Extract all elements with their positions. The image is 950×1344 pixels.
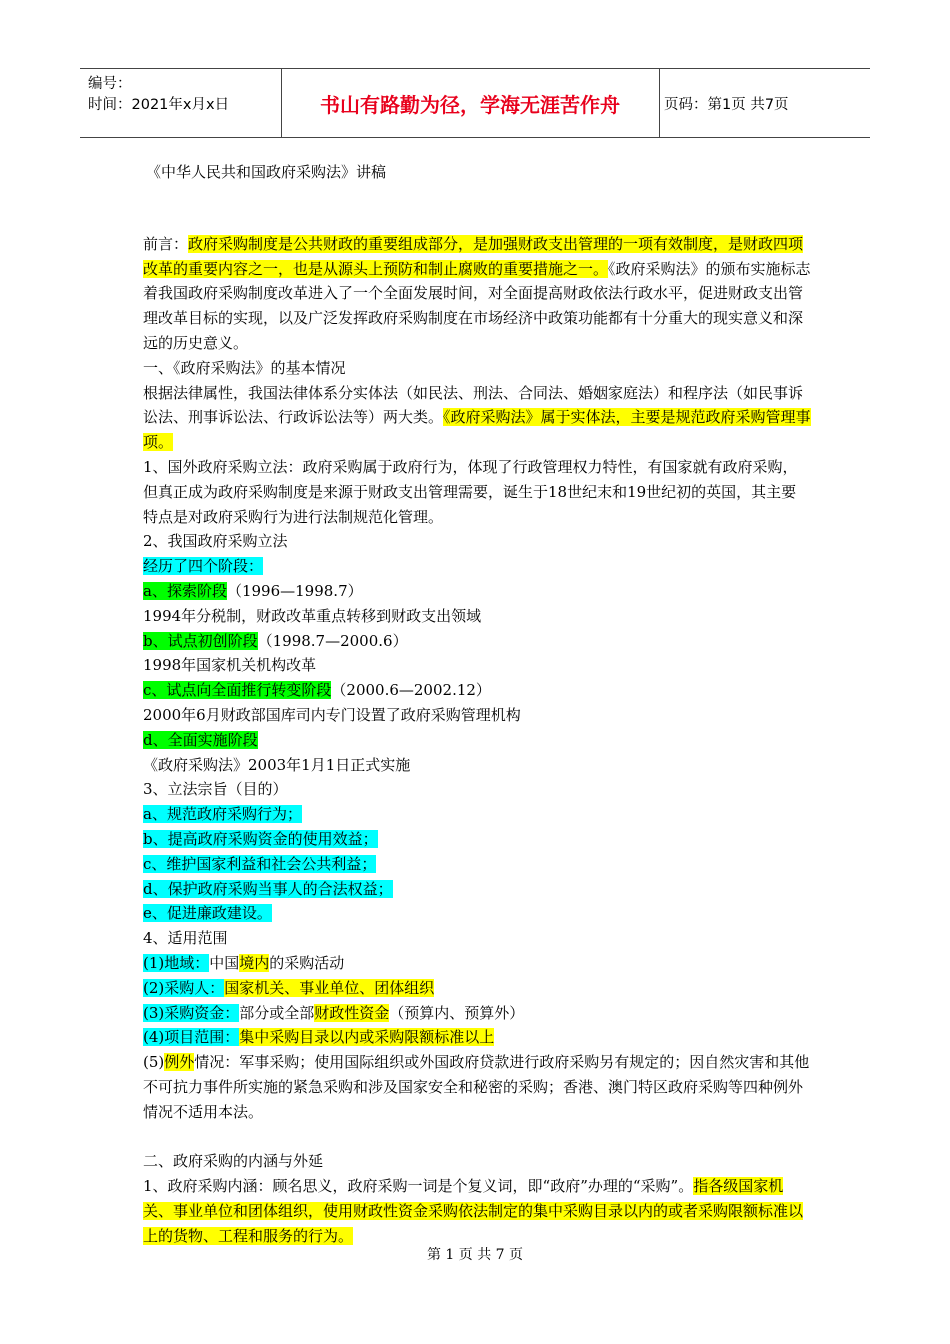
scope-5-text: 情况：军事采购；使用国际组织或外国政府贷款进行政府采购另有规定的；因自然灾害和其他不可抗力事件所实施的紧急采购和涉及国家安全和秘密的采购；香港、澳门特区政府采购等四种例外情况不适用本法。 bbox=[143, 1053, 810, 1121]
procurement-definition-text: 1、政府采购内涵：顾名思义，政府采购一词是个复义词，即“政府”办理的“采购”。 bbox=[143, 1177, 694, 1196]
intro-text: 《政府采购法》的颁布实施标志着我国政府采购制度改革进入了一个全面发展时间，对全面提高财政依法行政水平，促进财政支出管理改革目标的实现，以及广泛发挥政府采购制度在市场经济中政策功能都有十分重大的现实意义和深远的历史意义。 bbox=[143, 259, 811, 352]
section-2-heading: 二、政府采购的内涵与外延 bbox=[143, 1152, 324, 1171]
purpose-item bbox=[143, 827, 811, 852]
purpose-item bbox=[143, 877, 811, 902]
procurement-definition bbox=[143, 1174, 811, 1248]
header-motto: 书山有路勤为径，学海无涯苦作舟 bbox=[320, 92, 620, 117]
purpose-b: b、提高政府采购资金的使用效益； bbox=[143, 829, 378, 848]
purpose-a: a、规范政府采购行为； bbox=[143, 805, 302, 824]
section-1-heading: 一、《政府采购法》的基本情况 bbox=[143, 358, 346, 377]
header-time: 时间：2021年x月x日 bbox=[88, 97, 230, 113]
scope-1-text: 中国 bbox=[209, 953, 240, 972]
stage-a bbox=[143, 579, 811, 604]
intro-label: 前言： bbox=[143, 234, 189, 253]
purpose-e: e、促进廉政建设。 bbox=[143, 904, 272, 923]
purpose-c: c、维护国家利益和社会公共利益； bbox=[143, 854, 377, 873]
law-classification-highlight: 《政府采购法》属于实体法，主要是规范政府采购管理事项。 bbox=[143, 408, 811, 452]
foreign-legislation-paragraph: 1、国外政府采购立法：政府采购属于政府行为，体现了行政管理权力特性，有国家就有政府采购，但真正成为政府采购制度是来源于财政支出管理需要，诞生于18世纪末和19世纪初的英国，其主要特点是对政府采购行为进行法制规范化管理。 bbox=[143, 457, 798, 526]
scope-4-highlight: 集中采购目录以内或采购限额标准以上 bbox=[239, 1028, 495, 1047]
scope-1-highlight: 境内 bbox=[239, 953, 270, 972]
purpose-heading: 3、立法宗旨（目的） bbox=[143, 780, 288, 799]
scope-1-label: (1)地域： bbox=[143, 953, 210, 972]
stage-b-note: 1998年国家机关机构改革 bbox=[143, 656, 317, 675]
scope-3-highlight: 财政性资金 bbox=[314, 1003, 390, 1022]
stage-d-note: 《政府采购法》2003年1月1日正式实施 bbox=[143, 755, 411, 774]
law-classification-paragraph bbox=[143, 381, 811, 455]
stage-b-date: （1998.7—2000.6） bbox=[257, 631, 408, 650]
stages-intro-text: 经历了四个阶段： bbox=[143, 557, 264, 576]
scope-2-highlight: 国家机关、事业单位、团体组织 bbox=[224, 978, 435, 997]
document-body bbox=[143, 207, 811, 1248]
purpose-d: d、保护政府采购当事人的合法权益； bbox=[143, 879, 393, 898]
stage-a-label: a、探索阶段 bbox=[143, 581, 227, 600]
intro-highlight: 政府采购制度是公共财政的重要组成部分，是加强财政支出管理的一项有效制度，是财政四项改革的重要内容之一，也是从源头上预防和制止腐败的重要措施之一。 bbox=[143, 234, 804, 278]
intro-paragraph bbox=[143, 232, 811, 356]
scope-5-label: (5) bbox=[143, 1053, 165, 1072]
stage-c-date: （2000.6—2002.12） bbox=[331, 681, 491, 700]
scope-item-3 bbox=[143, 1001, 811, 1026]
stage-c-note: 2000年6月财政部国库司内专门设置了政府采购管理机构 bbox=[143, 705, 521, 724]
scope-item-5 bbox=[143, 1050, 811, 1124]
stage-c bbox=[143, 678, 811, 703]
scope-4-label: (4)项目范围： bbox=[143, 1028, 240, 1047]
scope-item-4 bbox=[143, 1025, 811, 1050]
domestic-legislation-heading: 2、我国政府采购立法 bbox=[143, 532, 288, 551]
stages-intro bbox=[143, 554, 811, 579]
document-title: 《中华人民共和国政府采购法》讲稿 bbox=[146, 163, 387, 181]
stage-b bbox=[143, 629, 811, 654]
stage-c-label: c、试点向全面推行转变阶段 bbox=[143, 681, 332, 700]
stage-b-label: b、试点初创阶段 bbox=[143, 631, 258, 650]
scope-heading: 4、适用范围 bbox=[143, 929, 228, 948]
page-header bbox=[80, 68, 870, 138]
scope-5-highlight: 例外 bbox=[164, 1053, 195, 1072]
law-classification-text: 根据法律属性，我国法律体系分实体法（如民法、刑法、合同法、婚姻家庭法）和程序法（如民事诉讼法、刑事诉讼法、行政诉讼法等）两大类。 bbox=[143, 383, 804, 427]
header-number: 编号： bbox=[88, 76, 132, 92]
scope-3-rest: （预算内、预算外） bbox=[389, 1003, 525, 1022]
header-meta bbox=[88, 74, 229, 116]
stage-a-date: （1996—1998.7） bbox=[226, 581, 363, 600]
header-divider bbox=[659, 69, 660, 137]
purpose-item bbox=[143, 802, 811, 827]
stage-a-note: 1994年分税制，财政改革重点转移到财政支出领域 bbox=[143, 606, 482, 625]
scope-3-label: (3)采购资金： bbox=[143, 1003, 240, 1022]
scope-item-1 bbox=[143, 951, 811, 976]
page-footer: 第 1 页 共 7 页 bbox=[426, 1247, 524, 1263]
scope-3-text: 部分或全部 bbox=[239, 1003, 315, 1022]
header-page-number: 页码：第1页 共7页 bbox=[664, 97, 789, 113]
stage-d-label: d、全面实施阶段 bbox=[143, 730, 258, 749]
purpose-item bbox=[143, 852, 811, 877]
scope-2-label: (2)采购人： bbox=[143, 978, 225, 997]
scope-item-2 bbox=[143, 976, 811, 1001]
procurement-definition-highlight: 指各级国家机关、事业单位和团体组织，使用财政性资金采购依法制定的集中采购目录以内的或者采购限额标准以上的货物、工程和服务的行为。 bbox=[143, 1177, 804, 1245]
purpose-item bbox=[143, 901, 811, 926]
stage-d bbox=[143, 728, 811, 753]
scope-1-rest: 的采购活动 bbox=[269, 953, 345, 972]
